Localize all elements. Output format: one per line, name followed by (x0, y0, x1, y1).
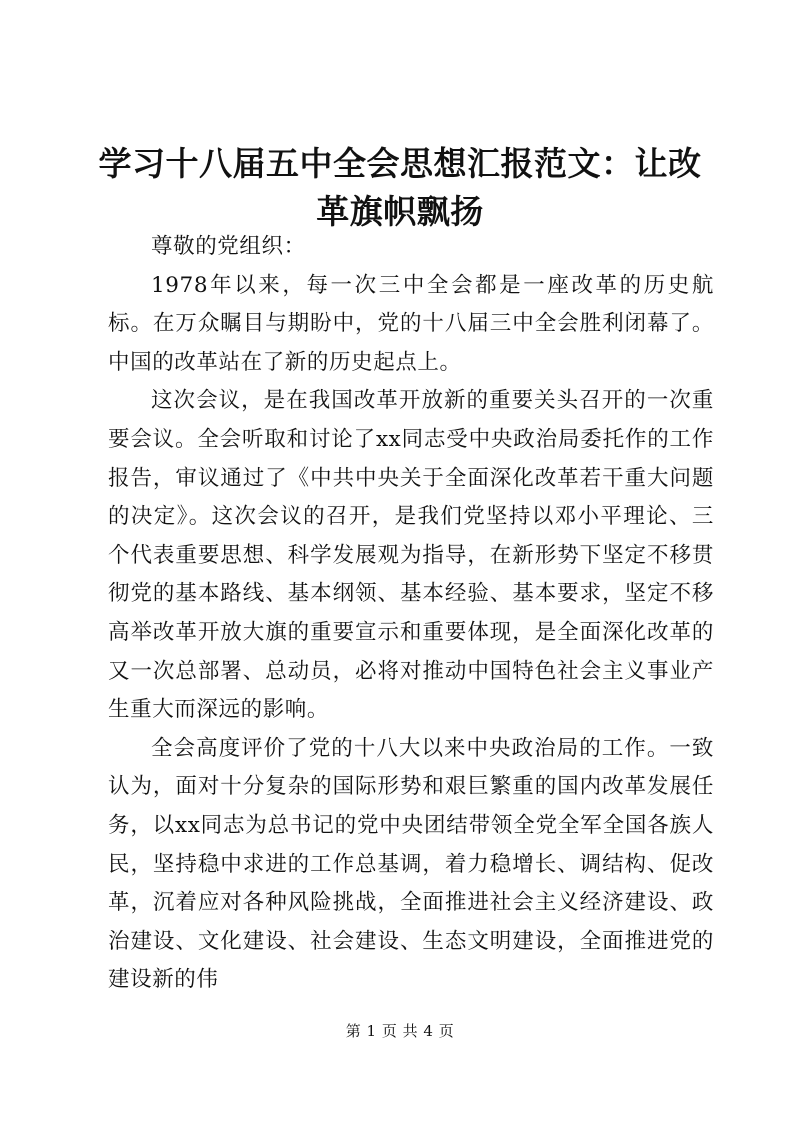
page-number-footer: 第 1 页 共 4 页 (345, 1022, 455, 1040)
paragraph: 1978年以来，每一次三中全会都是一座改革的历史航标。在万众瞩目与期盼中，党的十八届三中全会胜利闭幕了。中国的改革站在了新的历史起点上。 (108, 272, 714, 375)
document-title: 学习十八届五中全会思想汇报范文：让改革旗帜飘扬 (98, 144, 702, 231)
paragraph: 这次会议，是在我国改革开放新的重要关头召开的一次重要会议。全会听取和讨论了xx同志受中央政治局委托作的工作报告，审议通过了《中共中央关于全面深化改革若干重大问题的决定》。这次会议的召开，是我们党坚持以邓小平理论、三个代表重要思想、科学发展观为指导，在新形势下坚定不移贯彻党的基本路线、基本纲领、基本经验、基本要求，坚定不移高举改革开放大旗的重要宣示和重要体现，是全面深化改革的又一次总部署、总动员，必将对推动中国特色社会主义事业产生重大而深远的影响。 (108, 388, 714, 723)
document-body (108, 228, 714, 1000)
salutation: 尊敬的党组织： (151, 234, 306, 259)
paragraph: 全会高度评价了党的十八大以来中央政治局的工作。一致认为，面对十分复杂的国际形势和艰巨繁重的国内改革发展任务，以xx同志为总书记的党中央团结带领全党全军全国各族人民，坚持稳中求进的工作总基调，着力稳增长、调结构、促改革，沉着应对各种风险挑战，全面推进社会主义经济建设、政治建设、文化建设、社会建设、生态文明建设，全面推进党的建设新的伟 (108, 735, 714, 993)
